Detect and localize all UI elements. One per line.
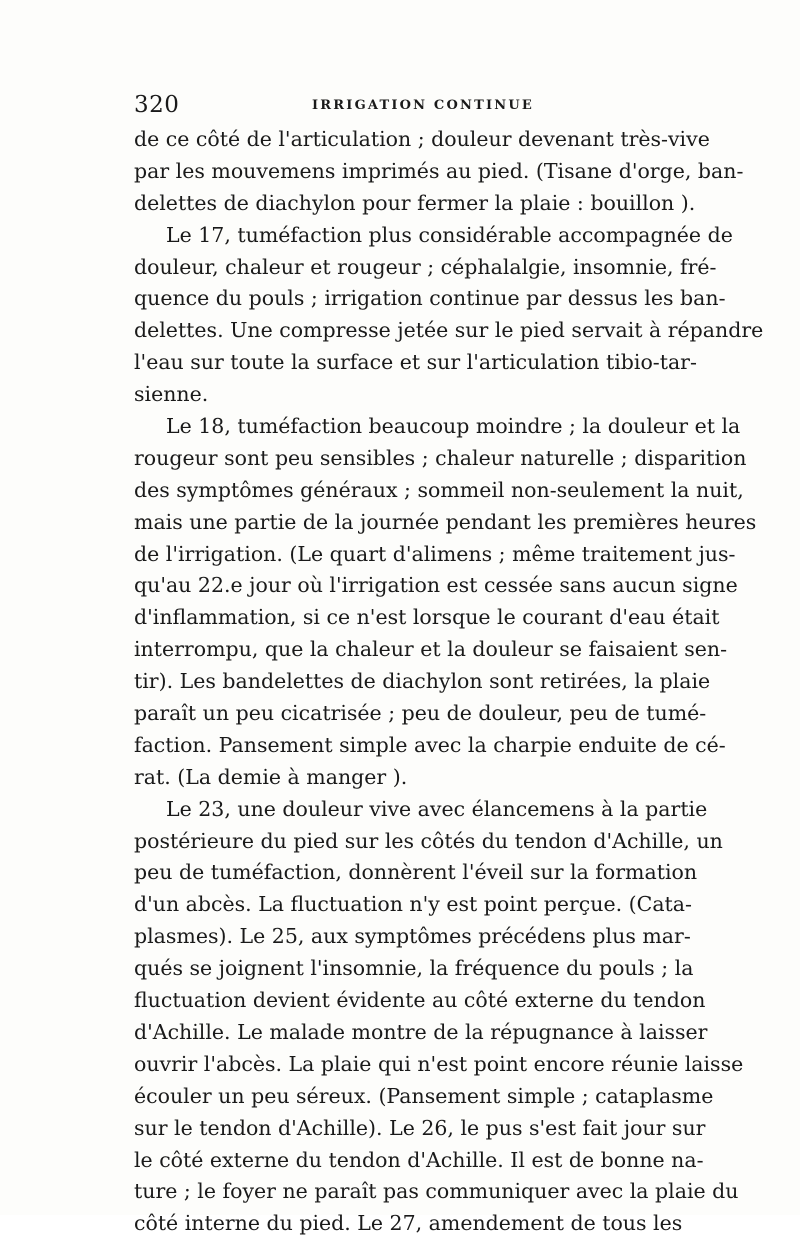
text-line: qués se joignent l'insomnie, la fréquence du pouls ; la [134, 956, 694, 981]
text-line: sienne. [134, 382, 209, 407]
text-line: d'Achille. Le malade montre de la répugnance à laisser [134, 1019, 708, 1044]
text-line: côté interne du pied. Le 27, amendement de tous les [134, 1211, 683, 1236]
text-line: le côté externe du tendon d'Achille. Il est de bonne na- [134, 1147, 704, 1172]
text-line: rougeur sont peu sensibles ; chaleur naturelle ; disparition [134, 445, 747, 470]
text-line: mais une partie de la journée pendant les premières heures [134, 509, 757, 534]
text-line: plasmes). Le 25, aux symptômes précédens plus mar- [134, 924, 691, 949]
text-line: Le 18, tuméfaction beaucoup moindre ; la douleur et la [166, 414, 741, 439]
text-line: douleur, chaleur et rougeur ; céphalalgie, insomnie, fré- [134, 254, 717, 279]
text-line: écouler un peu séreux. (Pansement simple ; cataplasme [134, 1083, 714, 1108]
body-text [134, 124, 764, 1240]
text-line: qu'au 22.e jour où l'irrigation est cessée sans aucun signe [134, 573, 738, 598]
text-line: l'eau sur toute la surface et sur l'articulation tibio-tar- [134, 350, 697, 375]
page-number: 320 [134, 92, 180, 118]
text-line: fluctuation devient évidente au côté externe du tendon [134, 988, 706, 1013]
text-line: delettes de diachylon pour fermer la plaie : bouillon ). [134, 190, 696, 215]
text-line: quence du pouls ; irrigation continue par dessus les ban- [134, 286, 726, 311]
text-line: rat. (La demie à manger ). [134, 764, 408, 789]
text-line: ture ; le foyer ne paraît pas communiquer avec la plaie du [134, 1179, 739, 1204]
text-line: de l'irrigation. (Le quart d'alimens ; même traitement jus- [134, 541, 736, 566]
running-title: IRRIGATION CONTINUE [312, 98, 534, 113]
text-line: par les mouvemens imprimés au pied. (Tisane d'orge, ban- [134, 158, 744, 183]
text-line: interrompu, que la chaleur et la douleur se faisaient sen- [134, 637, 728, 662]
text-line: des symptômes généraux ; sommeil non-seulement la nuit, [134, 477, 744, 502]
text-line: postérieure du pied sur les côtés du tendon d'Achille, un [134, 828, 723, 853]
text-line: delettes. Une compresse jetée sur le pied servait à répandre [134, 318, 764, 343]
text-line: peu de tuméfaction, donnèrent l'éveil sur la formation [134, 860, 698, 885]
text-line: tir). Les bandelettes de diachylon sont retirées, la plaie [134, 669, 711, 694]
text-line: sur le tendon d'Achille). Le 26, le pus s'est fait jour sur [134, 1115, 706, 1140]
text-line: Le 17, tuméfaction plus considérable accompagnée de [166, 222, 733, 247]
text-line: ouvrir l'abcès. La plaie qui n'est point encore réunie laisse [134, 1051, 744, 1076]
text-line: de ce côté de l'articulation ; douleur devenant très-vive [134, 127, 710, 151]
text-line: paraît un peu cicatrisée ; peu de douleur, peu de tumé- [134, 701, 707, 726]
text-line: faction. Pansement simple avec la charpie enduite de cé- [134, 732, 726, 757]
page-header [134, 92, 669, 122]
text-line: d'inflammation, si ce n'est lorsque le courant d'eau était [134, 605, 720, 630]
text-line: d'un abcès. La fluctuation n'y est point perçue. (Cata- [134, 892, 692, 917]
text-line: Le 23, une douleur vive avec élancemens à la partie [166, 796, 708, 821]
